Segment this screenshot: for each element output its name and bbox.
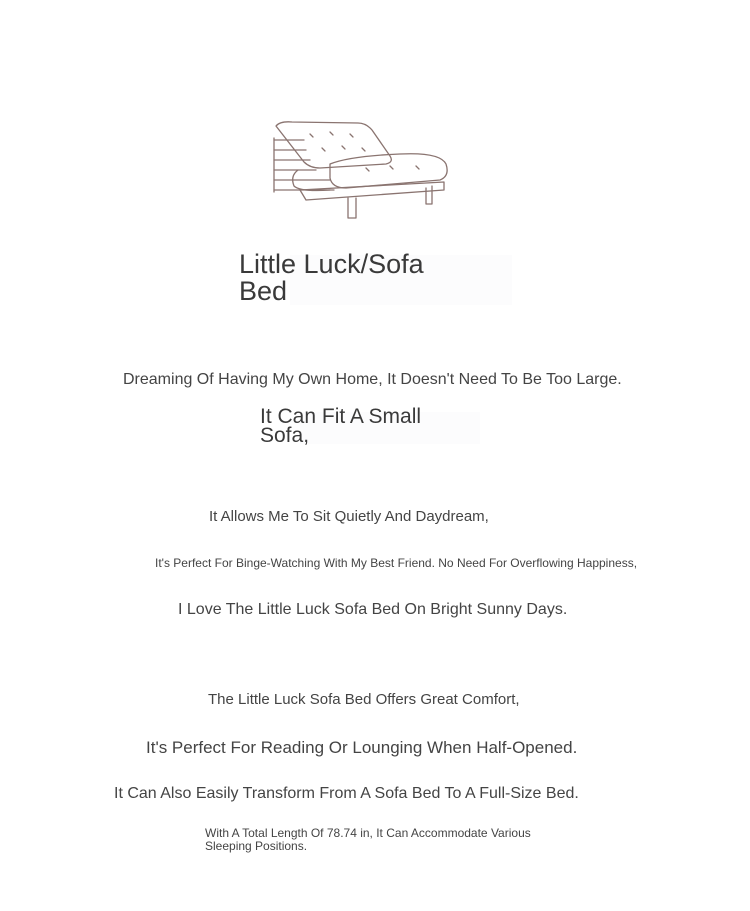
section-subtitle: It Can Fit A Small Sofa,	[260, 405, 422, 447]
text-line-4: The Little Luck Sofa Bed Offers Great Comfort,	[208, 691, 520, 708]
intro-text: Dreaming Of Having My Own Home, It Doesn't Need To Be Too Large.	[123, 371, 622, 388]
text-line-3: I Love The Little Luck Sofa Bed On Bright Sunny Days.	[178, 601, 568, 618]
text-line-6: It Can Also Easily Transform From A Sofa Bed To A Full-Size Bed.	[114, 785, 579, 802]
page-title: Little Luck/Sofa Bed	[239, 249, 424, 306]
text-line-5: It's Perfect For Reading Or Lounging When Half-Opened.	[146, 738, 578, 757]
text-line-1: It Allows Me To Sit Quietly And Daydream,	[209, 508, 489, 525]
text-line-2: It's Perfect For Binge-Watching With My Best Friend. No Need For Overflowing Happiness,	[155, 556, 638, 570]
sofa-bed-icon	[270, 118, 452, 224]
text-line-7: With A Total Length Of 78.74 in, It Can Accommodate Various Sleeping Positions.	[205, 826, 531, 853]
